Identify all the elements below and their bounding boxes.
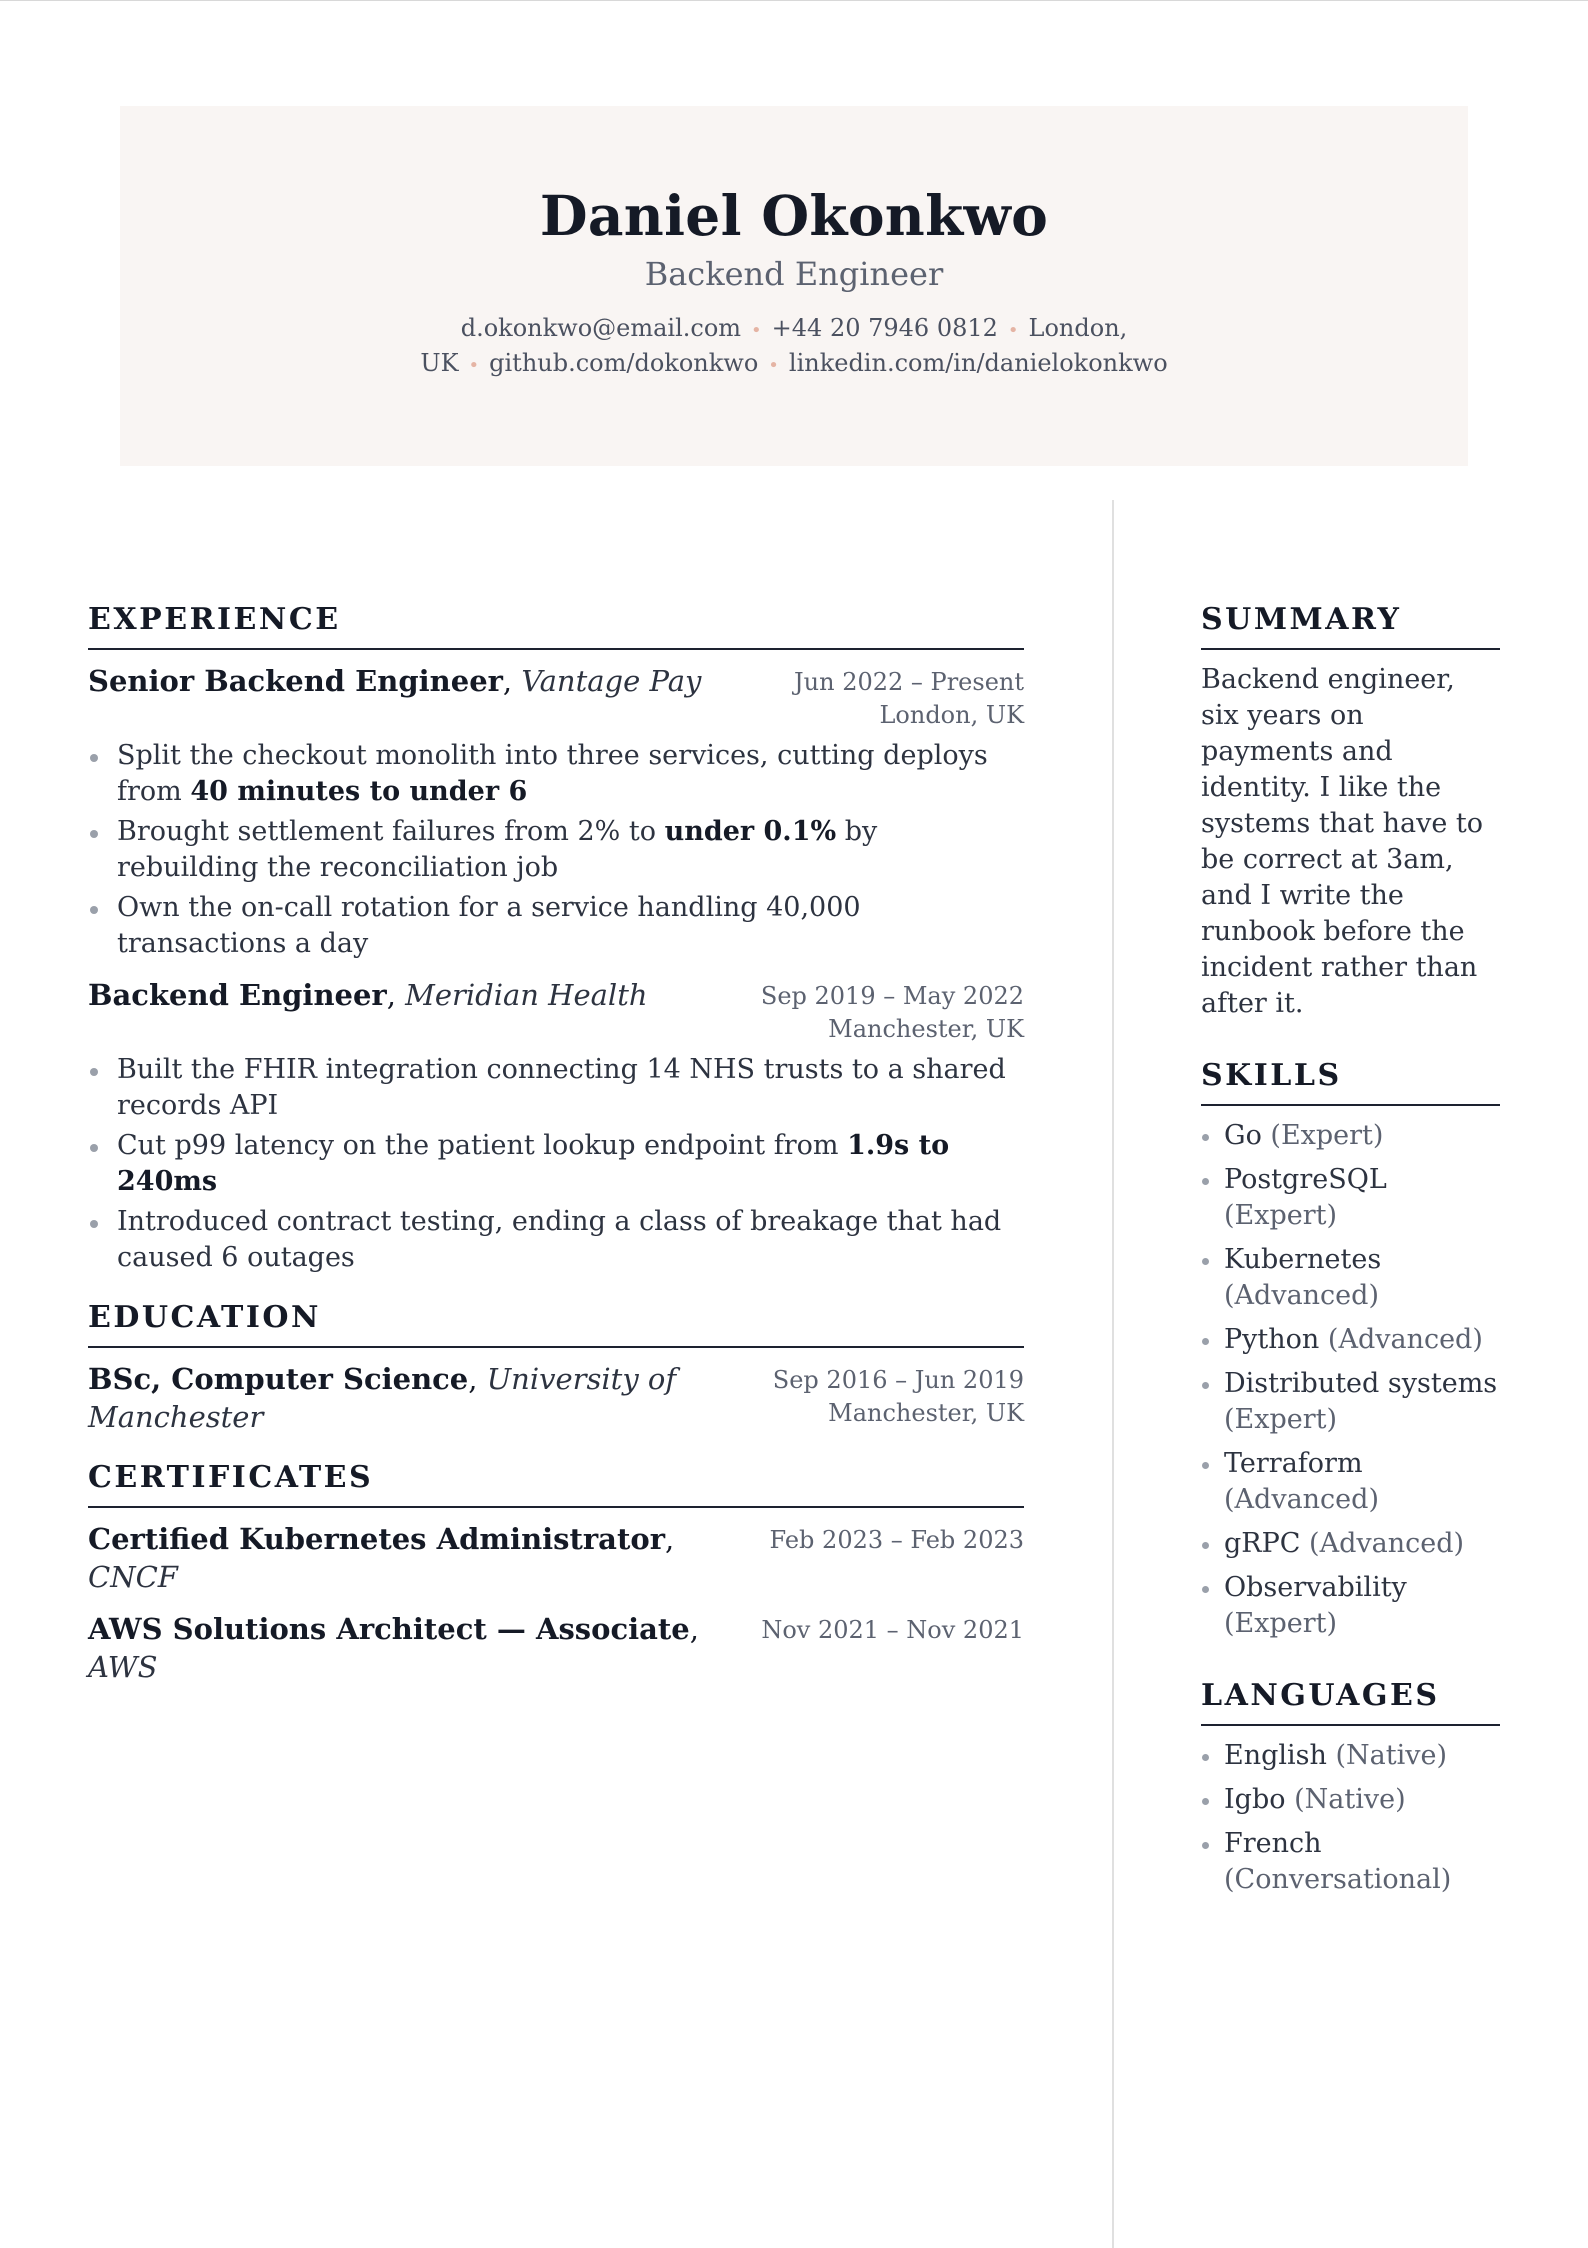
education-heading: EDUCATION bbox=[88, 1298, 1024, 1348]
language-item: Igbo (Native) bbox=[1201, 1782, 1500, 1818]
page-top-border bbox=[0, 0, 1588, 1]
entry-title: Backend Engineer, Meridian Health bbox=[88, 978, 648, 1012]
job-company: Vantage Pay bbox=[521, 664, 702, 698]
bullet-item: Built the FHIR integration connecting 14 NHS trusts to a shared records API bbox=[88, 1052, 1024, 1124]
summary-text: Backend engineer, six years on payments and identity. I like the systems that have to be correct at 3am, and I write the runbook before the incident rather than after it. bbox=[1201, 664, 1484, 1019]
contact-separator: • bbox=[468, 355, 480, 376]
skills-list bbox=[1201, 1118, 1500, 1642]
entry-title: Certified Kubernetes Administrator, CNCF bbox=[88, 1522, 675, 1594]
contact-github[interactable]: github.com/dokonkwo bbox=[489, 349, 759, 377]
certificate-entry bbox=[88, 1520, 1024, 1596]
skill-item: Python (Advanced) bbox=[1201, 1322, 1500, 1358]
skill-item: PostgreSQL (Expert) bbox=[1201, 1162, 1500, 1234]
job-role: Senior Backend Engineer bbox=[88, 664, 503, 698]
contact-separator: • bbox=[768, 355, 779, 376]
language-item: French (Conversational) bbox=[1201, 1826, 1500, 1898]
job-dates: Sep 2019 – May 2022 bbox=[760, 982, 1024, 1010]
contact-email[interactable]: d.okonkwo@email.com bbox=[460, 314, 742, 342]
entry-meta bbox=[773, 1360, 1024, 1430]
resume-header bbox=[120, 106, 1468, 466]
entry-meta bbox=[794, 662, 1024, 732]
skill-item: Observability (Expert) bbox=[1201, 1570, 1500, 1642]
entry-title: AWS Solutions Architect — Associate, AWS bbox=[88, 1612, 699, 1684]
job-location: Manchester, UK bbox=[828, 1015, 1024, 1043]
experience-heading: EXPERIENCE bbox=[88, 600, 1024, 650]
education-school: University of Manchester bbox=[88, 1362, 677, 1434]
experience-entry bbox=[88, 976, 1024, 1276]
certificate-dates: Feb 2023 – Feb 2023 bbox=[769, 1526, 1024, 1554]
certificate-dates: Nov 2021 – Nov 2021 bbox=[761, 1616, 1024, 1644]
job-dates: Jun 2022 – Present bbox=[794, 668, 1024, 696]
certificate-name: Certified Kubernetes Administrator bbox=[88, 1522, 665, 1556]
candidate-name: Daniel Okonkwo bbox=[539, 183, 1049, 248]
bullet-item: Introduced contract testing, ending a class of breakage that had caused 6 outages bbox=[88, 1204, 1024, 1276]
education-location: Manchester, UK bbox=[828, 1399, 1024, 1427]
certificate-issuer: CNCF bbox=[88, 1560, 178, 1594]
skill-item: Go (Expert) bbox=[1201, 1118, 1500, 1154]
job-bullets bbox=[88, 1052, 1024, 1276]
contact-separator: • bbox=[1007, 320, 1019, 341]
entry-title: BSc, Computer Science, University of Manchester bbox=[88, 1362, 677, 1434]
bullet-item: Brought settlement failures from 2% to under 0.1% by rebuilding the reconciliation job bbox=[88, 814, 1024, 886]
candidate-title: Backend Engineer bbox=[644, 255, 944, 293]
entry-title: Senior Backend Engineer, Vantage Pay bbox=[88, 664, 702, 698]
language-item: English (Native) bbox=[1201, 1738, 1500, 1774]
languages-heading: LANGUAGES bbox=[1201, 1676, 1500, 1726]
skill-item: Distributed systems (Expert) bbox=[1201, 1366, 1500, 1438]
contact-line bbox=[414, 312, 1174, 382]
certificate-issuer: AWS bbox=[88, 1650, 158, 1684]
bullet-item: Split the checkout monolith into three services, cutting deploys from 40 minutes to under 6 bbox=[88, 738, 1024, 810]
job-company: Meridian Health bbox=[405, 978, 648, 1012]
summary-heading: SUMMARY bbox=[1201, 600, 1500, 650]
skill-item: Kubernetes (Advanced) bbox=[1201, 1242, 1500, 1314]
column-divider bbox=[1112, 500, 1114, 2248]
contact-location: London, UK bbox=[420, 314, 1128, 377]
certificate-entry bbox=[88, 1610, 1024, 1686]
education-degree: BSc, Computer Science bbox=[88, 1362, 469, 1396]
skill-item: gRPC (Advanced) bbox=[1201, 1526, 1500, 1562]
education-dates: Sep 2016 – Jun 2019 bbox=[772, 1366, 1024, 1394]
contact-separator: • bbox=[751, 320, 762, 341]
entry-meta bbox=[761, 976, 1024, 1046]
experience-entry bbox=[88, 662, 1024, 962]
job-location: London, UK bbox=[879, 701, 1024, 729]
contact-phone[interactable]: +44 20 7946 0812 bbox=[771, 314, 998, 342]
certificate-name: AWS Solutions Architect — Associate bbox=[88, 1612, 690, 1646]
bullet-item: Own the on-call rotation for a service handling 40,000 transactions a day bbox=[88, 890, 1024, 962]
job-role: Backend Engineer bbox=[88, 978, 387, 1012]
bullet-item: Cut p99 latency on the patient lookup endpoint from 1.9s to 240ms bbox=[88, 1128, 1024, 1200]
contact-linkedin[interactable]: linkedin.com/in/danielokonkwo bbox=[788, 349, 1168, 377]
certificates-heading: CERTIFICATES bbox=[88, 1458, 1024, 1508]
job-bullets bbox=[88, 738, 1024, 962]
skill-item: Terraform (Advanced) bbox=[1201, 1446, 1500, 1518]
main-column bbox=[88, 600, 1024, 1700]
education-entry bbox=[88, 1360, 1024, 1436]
languages-list bbox=[1201, 1738, 1500, 1898]
skills-heading: SKILLS bbox=[1201, 1056, 1500, 1106]
side-column bbox=[1201, 600, 1500, 1932]
